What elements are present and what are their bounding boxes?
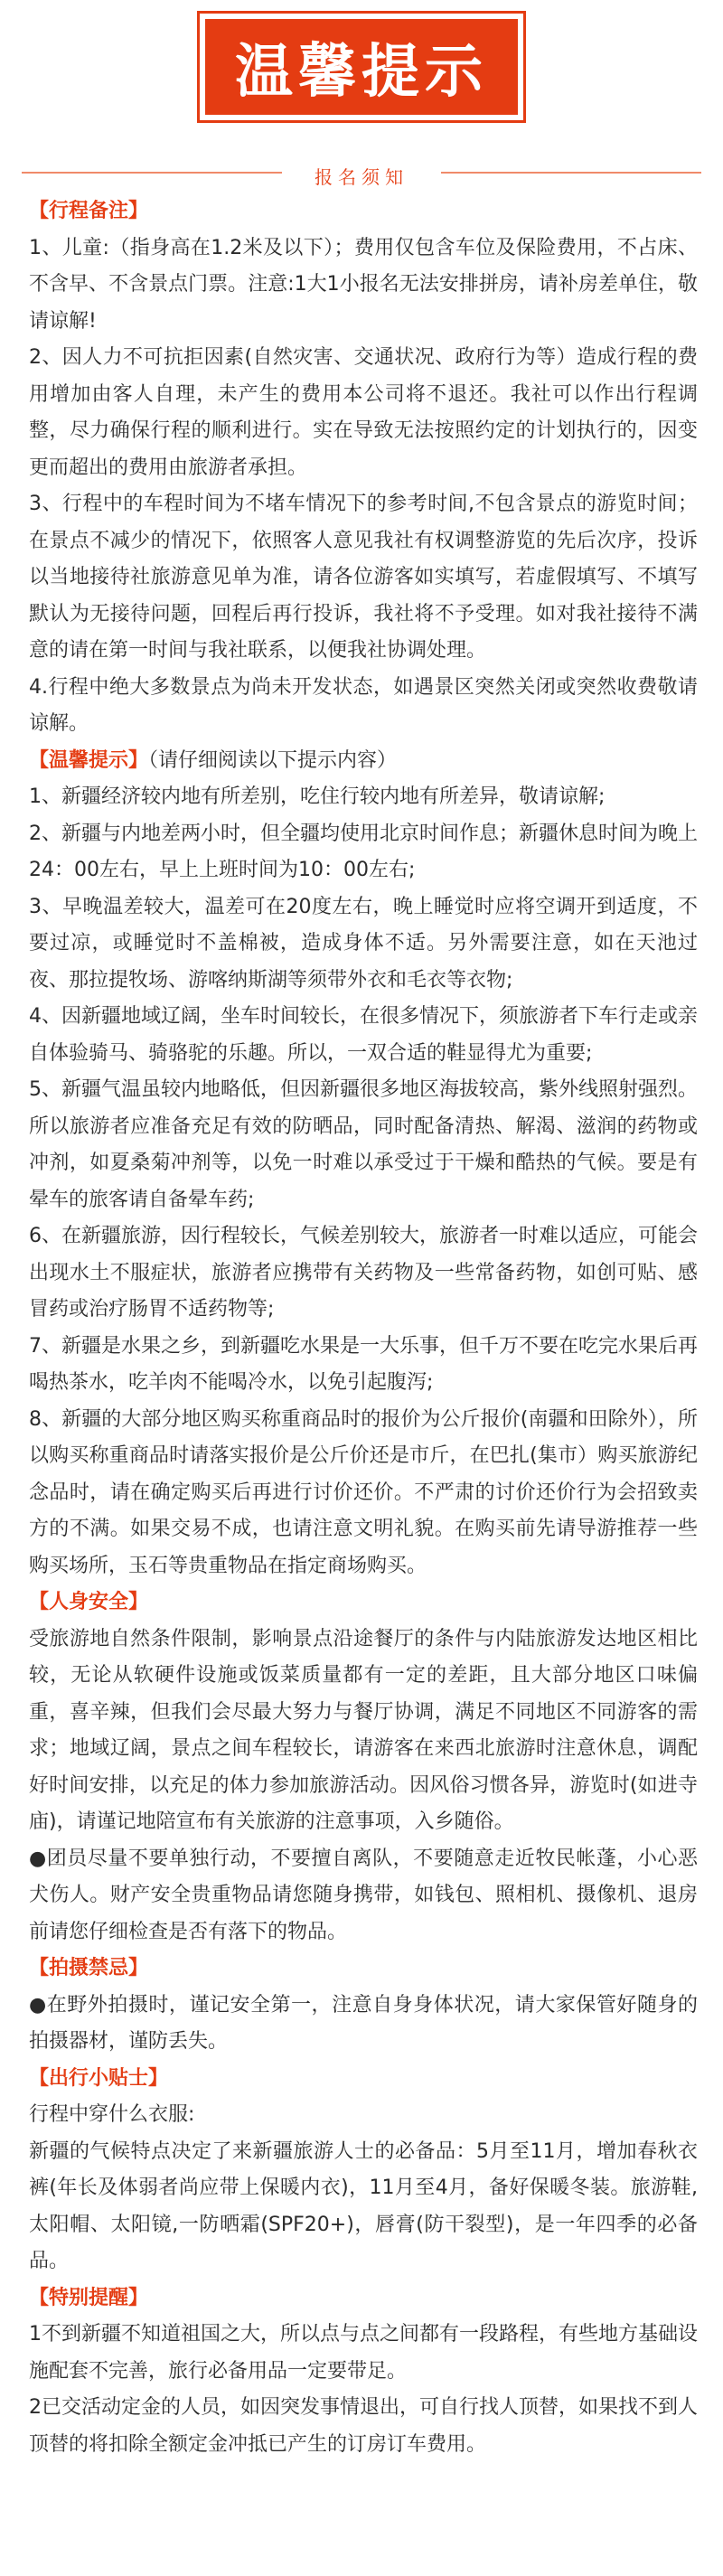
page-title: 温馨提示 [205, 19, 518, 115]
safety-paragraph: ●团员尽量不要单独行动，不要擅自离队，不要随意走近牧民帐蓬，小心恶犬伤人。财产安全贵重物品请您随身携带，如钱包、照相机、摄像机、退房前请您仔细检查是否有落下的物品。 [29, 1847, 698, 1943]
special-paragraph: 1不到新疆不知道祖国之大，所以点与点之间都有一段路程，有些地方基础设施配套不完善，旅行必备用品一定要带足。 [29, 2323, 698, 2383]
section-heading-travel: 【出行小贴士】 [29, 2066, 169, 2090]
itinerary-paragraph: 3、行程中的车程时间为不堵车情况下的参考时间,不包含景点的游览时间；在景点不减少的情况下，依照客人意见我社有权调整游览的先后次序，投诉以当地接待社旅游意见单为准，请各位游客如实填写，若虚假填写、不填写默认为无接待问题，回程后再行投诉，我社将不予受理。如对我社接待不满意的请在第一时间与我社联系，以便我社协调处理。 [29, 493, 698, 662]
section-heading-photo: 【拍摄禁忌】 [29, 1957, 149, 1979]
header [0, 0, 723, 188]
tips-paragraph: 8、新疆的大部分地区购买称重商品时的报价为公斤报价(南疆和田除外），所以购买称重商品时请落实报价是公斤价还是市斤，在巴扎(集市）购买旅游纪念品时，请在确定购买后再进行讨价还价。不严肃的讨价还价行为会招致卖方的不满。如果交易不成，也请注意文明礼貌。在购买前先请导游推荐一些购买场所，玉石等贵重物品在指定商场购买。 [29, 1407, 698, 1577]
tips-paragraph: 7、新疆是水果之乡，到新疆吃水果是一大乐事，但千万不要在吃完水果后再喝热茶水，吃羊肉不能喝冷水，以免引起腹泻; [29, 1334, 698, 1394]
page-subtitle: 报名须知 [315, 166, 408, 188]
divider-right [441, 172, 701, 174]
section-heading-tips-row [29, 743, 698, 780]
photo-paragraph: ●在野外拍摄时，谨记安全第一，注意自身身体状况，请大家保管好随身的拍摄器材，谨防丢失。 [29, 1993, 698, 2053]
special-paragraph: 2已交活动定金的人员，如因突发事情退出，可自行找人顶替，如果找不到人顶替的将扣除全额定金冲抵已产生的订房订车费用。 [29, 2396, 698, 2456]
section-heading-itinerary: 【行程备注】 [29, 200, 149, 222]
safety-paragraph: 受旅游地自然条件限制，影响景点沿途餐厅的条件与内陆旅游发达地区相比较，无论从软硬件设施或饭菜质量都有一定的差距，且大部分地区口味偏重，喜辛辣，但我们会尽最大努力与餐厅协调，满足不同地区不同游客的需求；地域辽阔，景点之间车程较长，请游客在来西北旅游时注意休息，调配好时间安排，以充足的体力参加旅游活动。因风俗习惯各异，游览时(如进寺庙)，请谨记地陪宣布有关旅游的注意事项，入乡随俗。 [29, 1627, 698, 1833]
tips-paragraph: 5、新疆气温虽较内地略低，但因新疆很多地区海拔较高，紫外线照射强烈。所以旅游者应准备充足有效的防晒品，同时配备清热、解渴、滋润的药物或冲剂，如夏桑菊冲剂等，以免一时难以承受过于干燥和酷热的气候。要是有晕车的旅客请自备晕车药; [29, 1078, 698, 1211]
travel-paragraph: 新疆的气候特点决定了来新疆旅游人士的必备品：5月至11月，增加春秋衣裤(年长及体弱者尚应带上保暖内衣)，11月至4月，备好保暖冬装。旅游鞋,太阳帽、太阳镜,一防晒霜(SPF20+)，唇膏(防干裂型)，是一年四季的必备品。 [29, 2139, 698, 2272]
section-heading-tips: 【温馨提示】 [29, 748, 149, 772]
subtitle-row [0, 163, 723, 188]
section-heading-special: 【特别提醒】 [29, 2286, 149, 2309]
notice-content [29, 193, 698, 2463]
itinerary-paragraph: 4.行程中绝大多数景点为尚未开发状态，如遇景区突然关闭或突然收费敬请谅解。 [29, 675, 698, 735]
divider-left [22, 172, 282, 174]
section-heading-tips-note: （请仔细阅读以下提示内容） [148, 748, 398, 772]
tips-paragraph: 4、因新疆地域辽阔，坐车时间较长，在很多情况下，须旅游者下车行走或亲自体验骑马、骑骆驼的乐趣。所以，一双合适的鞋显得尤为重要; [29, 1005, 698, 1065]
tips-paragraph: 6、在新疆旅游，因行程较长，气候差别较大，旅游者一时难以适应，可能会出现水土不服症状，旅游者应携带有关药物及一些常备药物，如创可贴、感冒药或治疗肠胃不适药物等; [29, 1225, 698, 1321]
title-banner [197, 11, 526, 123]
travel-paragraph: 行程中穿什么衣服: [29, 2103, 195, 2126]
section-heading-safety: 【人身安全】 [29, 1591, 149, 1613]
tips-paragraph: 1、新疆经济较内地有所差别，吃住行较内地有所差异，敬请谅解; [29, 785, 606, 808]
itinerary-paragraph: 2、因人力不可抗拒因素(自然灾害、交通状况、政府行为等）造成行程的费用增加由客人自理，未产生的费用本公司将不退还。我社可以作出行程调整，尽力确保行程的顺利进行。实在导致无法按照约定的计划执行的，因变更而超出的费用由旅游者承担。 [29, 346, 698, 479]
tips-paragraph: 2、新疆与内地差两小时，但全疆均使用北京时间作息；新疆休息时间为晚上24：00左右，早上上班时间为10：00左右; [29, 822, 698, 881]
tips-paragraph: 3、早晚温差较大，温差可在20度左右，晚上睡觉时应将空调开到适度，不要过凉，或睡觉时不盖棉被，造成身体不适。另外需要注意，如在天池过夜、那拉提牧场、游喀纳斯湖等须带外衣和毛衣等衣物; [29, 895, 698, 992]
itinerary-paragraph: 1、儿童:（指身高在1.2米及以下）；费用仅包含车位及保险费用，不占床、不含早、不含景点门票。注意:1大1小报名无法安排拼房，请补房差单住，敬请谅解! [29, 236, 698, 333]
